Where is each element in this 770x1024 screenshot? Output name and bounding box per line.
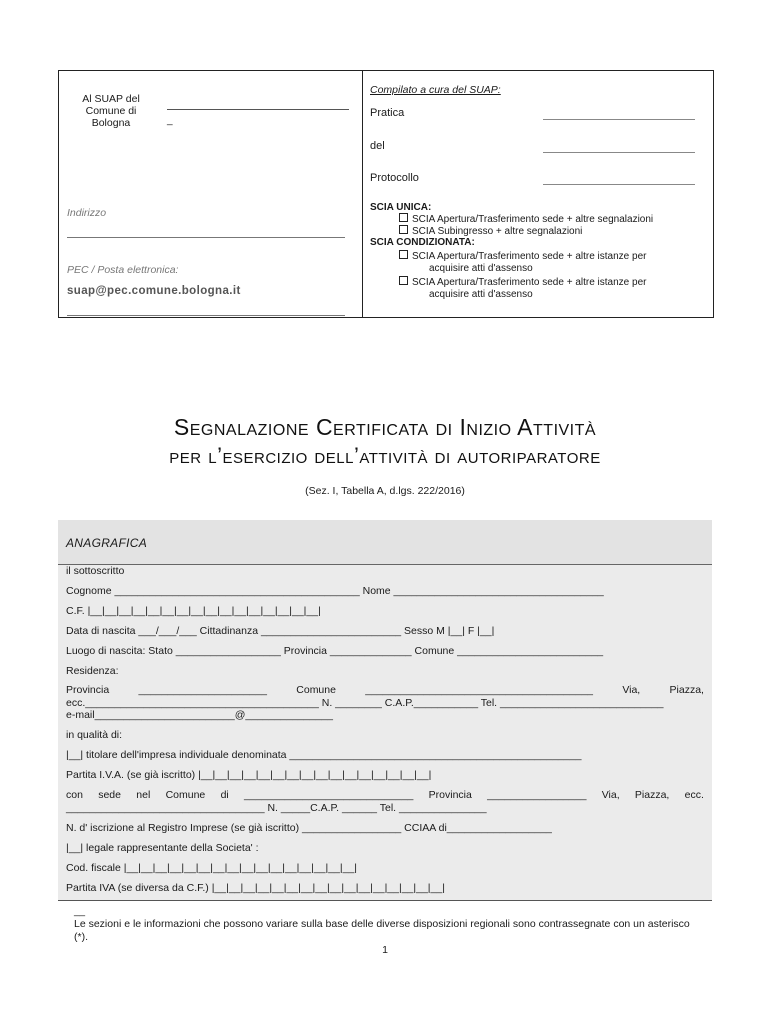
pec-email: suap@pec.comune.bologna.it (67, 285, 241, 297)
header-divider (362, 71, 363, 317)
scia-condizionata-option[interactable]: SCIA Apertura/Trasferimento sede + altre istanze per acquisire atti d'assenso (399, 276, 699, 300)
indirizzo-label: Indirizzo (67, 207, 107, 219)
compilato-label: Compilato a cura del SUAP: (370, 84, 501, 96)
section-header (58, 520, 712, 565)
indirizzo-residenza-field[interactable]: ecc.________________________________________ N. ________ C.A.P.___________ Tel. ____________________________ (66, 697, 664, 709)
document-subtitle: per l’esercizio dell’attività di autoriparatore (169, 443, 601, 468)
residenza-field[interactable]: Provincia ______________________ Comune _______________________________________ Via, Piazza, (66, 684, 704, 696)
scia-unica-option[interactable]: SCIA Subingresso + altre segnalazioni (399, 225, 699, 238)
registro-imprese-field[interactable]: N. d' iscrizione al Registro Imprese (se già iscritto) _________________ CCIAA di__________________ (66, 822, 552, 834)
section-bottom-rule (58, 900, 712, 901)
addressee-line: Comune di (85, 105, 137, 117)
sede-address-field[interactable]: __________________________________ N. _____C.A.P. ______ Tel. _______________ (66, 802, 487, 814)
pratica-label: Pratica (370, 107, 405, 119)
indirizzo-field[interactable] (67, 237, 345, 238)
cognome-nome-field[interactable]: Cognome __________________________________________ Nome ____________________________________ (66, 585, 604, 597)
pratica-field[interactable] (543, 119, 695, 120)
legal-reference: (Sez. I, Tabella A, d.lgs. 222/2016) (305, 485, 465, 497)
legale-rappresentante-field[interactable]: |__| legale rappresentante della Societa' : (66, 842, 259, 854)
pec-field[interactable] (67, 315, 345, 316)
footnote: Le sezioni e le informazioni che possono variare sulla base delle diverse disposizioni regionali sono contrassegnate con un asterisco (*). (74, 918, 690, 943)
del-label: del (370, 140, 385, 152)
document-title: Segnalazione Certificata di Inizio Attività (173, 414, 597, 440)
anagrafica-section (58, 520, 712, 900)
checkbox-icon[interactable] (399, 225, 408, 234)
form-line: il sottoscritto (66, 565, 125, 577)
partita-iva-field[interactable]: Partita I.V.A. (se già iscritto) |__|__|__|__|__|__|__|__|__|__|__|__|__|__|__|__| (66, 769, 432, 781)
form-line: Residenza: (66, 665, 119, 677)
cod-fiscale-field[interactable]: Cod. fiscale |__|__|__|__|__|__|__|__|__|__|__|__|__|__|__|__| (66, 862, 358, 874)
partita-iva-societa-field[interactable]: Partita IVA (se diversa da C.F.) |__|__|__|__|__|__|__|__|__|__|__|__|__|__|__|__| (66, 882, 445, 894)
luogo-nascita-field[interactable]: Luogo di nascita: Stato __________________ Provincia ______________ Comune _________________________ (66, 645, 604, 657)
del-field[interactable] (543, 152, 695, 153)
titolare-field[interactable]: |__| titolare dell'impresa individuale denominata __________________________________________________ (66, 749, 582, 761)
checkbox-icon[interactable] (399, 276, 408, 285)
email-field[interactable]: e-mail________________________@_______________ (66, 709, 333, 721)
header-box (58, 70, 714, 318)
scia-unica-option[interactable]: SCIA Apertura/Trasferimento sede + altre segnalazioni (399, 213, 699, 226)
pec-label: PEC / Posta elettronica: (67, 264, 179, 276)
page-number: 1 (382, 944, 388, 956)
protocollo-field[interactable] (543, 184, 695, 185)
sede-field[interactable]: con sede nel Comune di _____________________________ Provincia _________________ Via, Piazza, ecc. (66, 789, 704, 801)
addressee (71, 93, 151, 129)
checkbox-icon[interactable] (399, 250, 408, 259)
scia-condizionata-label: SCIA CONDIZIONATA: (370, 237, 475, 248)
nascita-field[interactable]: Data di nascita ___/___/___ Cittadinanza ________________________ Sesso M |__| F |__| (66, 625, 495, 637)
addressee-line: Al SUAP del (82, 93, 140, 105)
scia-condizionata-option[interactable]: SCIA Apertura/Trasferimento sede + altre istanze per acquisire atti d'assenso (399, 250, 699, 274)
addressee-blank-line[interactable] (167, 109, 349, 110)
form-line: in qualità di: (66, 729, 123, 741)
codice-fiscale-field[interactable]: C.F. |__|__|__|__|__|__|__|__|__|__|__|__|__|__|__|__| (66, 605, 321, 617)
section-title: ANAGRAFICA (66, 536, 148, 550)
footnote-mark: __ (74, 906, 86, 917)
checkbox-icon[interactable] (399, 213, 408, 222)
scia-unica-label: SCIA UNICA: (370, 202, 432, 213)
addressee-line: Bologna (91, 117, 131, 129)
addressee-dash: _ (167, 115, 173, 126)
protocollo-label: Protocollo (370, 172, 419, 184)
